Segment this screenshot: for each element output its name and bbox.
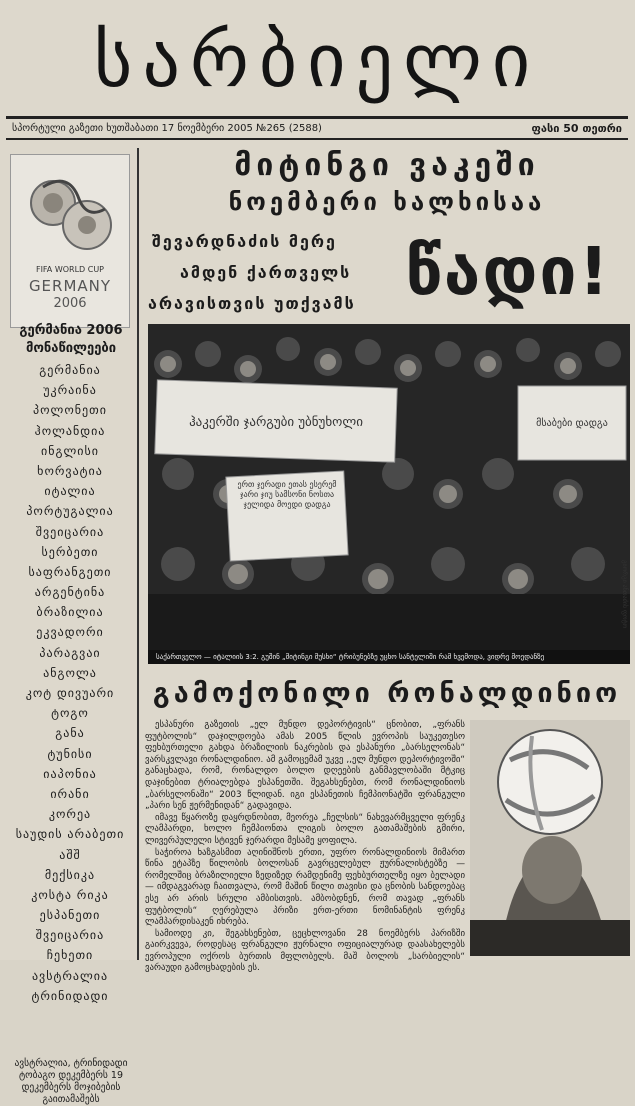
subheadline-3: არავისთვის უთქვამს <box>148 294 356 313</box>
world-cup-logo <box>10 154 130 328</box>
protest-banner-2 <box>518 386 626 460</box>
team-list-item: მექსიკა <box>44 867 96 882</box>
photo-credit: გიორგი ანთაძის ფოტო <box>621 560 628 629</box>
team-list-item: ტუნისი <box>47 746 93 761</box>
team-list-item: ანგოლა <box>43 665 97 680</box>
team-list-item: უკრაინა <box>43 383 97 398</box>
team-list-item: საფრანგეთი <box>28 564 112 579</box>
team-list-item: ტოგო <box>51 706 89 721</box>
article-paragraph: ესპანური გაზეთის „ელ მუნდო დეპორტივის“ ცნობით, „ფრანს ფუტბოლის“ დაჯილდოება ამას 2005 წლის ევროპის საუკეთესო ფეხბურთელი გახდა ბრაზილიის ნაკრების და ესპანური „ბარსელონას“ ვარსკვლავი რონალდინიო. ამ გამოცემამ უკვე ,,ელ მუნდო დეპორტივოში“ განაცხადა, რომ, რონალდო ბოლო დღეების განმავლობაში მტკიც დაჯინებით ტრიალებდა ესპანეთში. შეგახსენებთ, რომ რონალდინიოს „ბარსელონაში“ 2003 წლიდან. იგი ესპანეთის ჩემპიონატში ფრანგული „პარი სენ ჟერმენიდან“ გადავიდა. <box>145 720 465 812</box>
team-list-item: საუდის არაბეთი <box>15 827 125 842</box>
subheadline-2: ამდენ ქართველს <box>180 263 352 282</box>
team-list-item: ხორვატია <box>37 463 103 478</box>
banner-3-text: ერთ ჯერადი ეთას ესერემ ჯარი ჯიუ სამსონი ნოსთა ჯელიდა მოედი დადგა <box>237 480 337 509</box>
world-cup-emblem-icon <box>23 169 117 261</box>
team-list-item: ჩეხეთი <box>46 948 94 963</box>
team-list-item: აშშ <box>59 847 81 862</box>
main-headline: მიტინგი ვაკეში <box>234 148 540 183</box>
football-photo <box>470 720 630 956</box>
masthead <box>6 6 628 116</box>
protest-banner-1 <box>155 380 397 462</box>
team-list-item: ინგლისი <box>41 443 99 458</box>
big-headline-word: წადი! <box>405 233 611 310</box>
team-list-item: ავსტრალია <box>31 968 109 983</box>
team-list-item: ესპანეთი <box>39 908 101 923</box>
team-list-item: კოტ დივუარი <box>25 686 115 700</box>
team-list-item: ბრაზილია <box>36 605 104 620</box>
sidebar-heading-line1: გერმანია 2006 <box>19 323 123 338</box>
team-list-item: არგენტინა <box>34 585 106 600</box>
cup-year: 2006 <box>53 296 87 311</box>
banner-2-text: მსაბები დადგა <box>536 418 608 429</box>
issue-info: სპორტული გაზეთი ხუთშაბათი 17 ნოემბერი 2005 №265 (2588) <box>12 123 322 134</box>
photo-caption: საქართველო — იტალიის 3:2. გუშინ „მიტინგი მუსხი“ ტრიბუნებზე უცხო სანტელიში რამ ხვემოდა, ვიდრე მოედანზე <box>148 650 630 664</box>
banner-1-text: ჰაკერში ჯარგუბი უბნუხოლი <box>189 415 363 430</box>
team-list-item: კოსტა რიკა <box>31 887 109 902</box>
team-list-item: განა <box>55 726 85 741</box>
team-list-item: პოლონეთი <box>33 403 107 418</box>
crowd-photo-image <box>148 324 630 650</box>
article-headline: გამოქონილი რონალდინიო <box>152 678 622 709</box>
team-list-item: იაპონია <box>43 766 97 781</box>
article-paragraph: იმავე წყაროზე დაყრდნობით, მეორეა „ჩელსის“ ნახევარმცველი ფრენკ ლამპარდი, ხოლო ჩემპიონთა ლიგის ბოლო გათამაშების გმირი, ლივერპულელი სტივენ ჯერარდი მესამე ყოფილა. <box>145 812 465 846</box>
team-list-item: ტრინიდადი <box>31 988 109 1003</box>
team-list-item: ჰოლანდია <box>34 423 106 438</box>
crowd-photo <box>148 324 630 650</box>
team-list-item: გერმანია <box>39 363 101 377</box>
protest-banner-3 <box>226 471 348 561</box>
team-list-item: იტალია <box>44 484 96 499</box>
sidebar-note: ავსტრალია, ტრინიდადი ტობაგო დეკემბერს 19 დეკემბერს მოჯიბების გაითამაშებს <box>14 1058 128 1105</box>
team-list-item: პორტუგალია <box>26 504 114 519</box>
sidebar-heading <box>6 322 136 358</box>
team-list-item: შვეიცარია <box>35 928 105 943</box>
host-country: GERMANY <box>28 277 112 295</box>
team-list-item: სერბეთი <box>41 544 99 559</box>
article-body <box>145 720 465 974</box>
team-list-item: ირანი <box>50 786 90 801</box>
team-list-item: კორეა <box>48 807 92 822</box>
main-headline-second: ნოემბერი ხალხისაა <box>228 188 546 216</box>
football-photo-image <box>470 720 630 956</box>
subheadline-1: შევარდნაძის მერე <box>152 232 337 251</box>
article-paragraph: საჭიროა ხაზგასმით აღინიშნოს ერთი, უფრო რონალდინიოს მიმართ წინა ეტაპზე წილობის ბოლოსან გავრცელებულ ჟურნალისტებზე — რომელშიც ბრაზილიელი ზედიზედ რამდენიმე ფეხბურთელზე იყო ბელადი — იმდაგვარად ჩაითვალა, რომ მაშინ წილი თავისი და ცნობის სანდოებაც ესე არ არის სრული ამბისთვის. ამბობდნენ, რომ თავად „ფრანს ფუტბოლის“ ღერებულა პრიზი ერთ-ერთი ნომინანტის ფრენკ ლამპარდისაკენ იხრება. <box>145 847 465 928</box>
team-list-item: ეკვადორი <box>36 625 104 640</box>
team-list <box>4 360 136 1006</box>
team-list-item: შვეიცარია <box>35 524 105 539</box>
cup-name: FIFA WORLD CUP <box>35 265 105 274</box>
team-list-item: პარაგვაი <box>39 645 101 660</box>
price: ფასი 50 თეთრი <box>531 122 622 135</box>
sidebar-heading-line2: მონაწილეები <box>25 341 117 356</box>
world-cup-sidebar <box>4 148 139 1105</box>
football-icon <box>498 730 602 834</box>
newspaper-title: სარბიელი <box>93 18 541 104</box>
dateline <box>6 116 628 140</box>
article-paragraph: სამიოდე კი, შეგახსენებთ, ცეცხლოვანი 28 ნოემბერს პარიზში გაირკვევა, როდესაც ფრანგული ჟურნალი ოფიციალურად დაასახელებს ევროპული ოქროს ბურთის მფლობელს. მაშ ბოლოს „სარბიელის“ ვარაუდი გამოცხადების ეს. <box>145 928 465 974</box>
